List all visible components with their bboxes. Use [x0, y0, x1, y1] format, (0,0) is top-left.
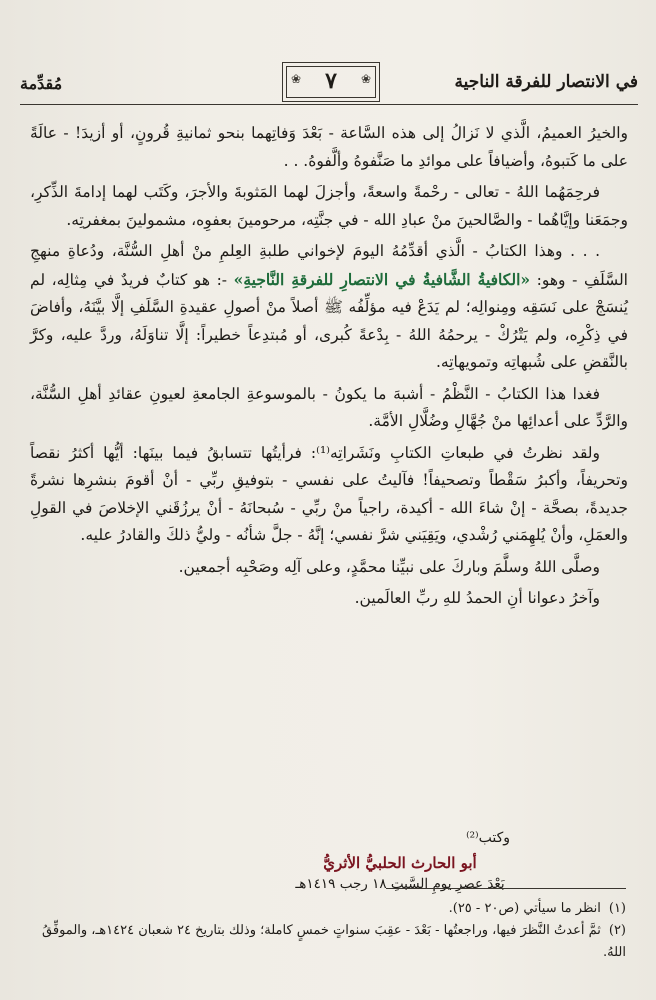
paragraph: وآخرُ دعوانا أنِ الحمدُ للهِ ربِّ العالَمين. — [354, 589, 600, 607]
footnote-rule — [386, 888, 626, 889]
book-title-highlight: «الكافيةُ الشَّافيةُ في الانتصارِ للفرقةِ النَّاجيةِ» — [233, 269, 531, 289]
ornament-icon: ❀ — [360, 72, 371, 86]
author-name: أبو الحارث الحلبيُّ الأثريُّ — [323, 854, 477, 872]
paragraph: فرحِمَهُما اللهُ - تعالى - رحْمةً واسعةً، وأجزلَ لهما المَثوبةَ والأجرَ، وكَتَب لهما إدامةَ الذِّكرِ، وجمَعَنا وإيَّاهُما - والصَّالحينَ منْ عبادِ الله - في جنَّتِه، مرحومينَ بعفوِه، مشمولينَ بمغفرتِه. — [30, 183, 628, 229]
page-number-frame — [282, 62, 380, 102]
paragraph-text: . . . وهذا الكتابُ - الَّذي أقدِّمُهُ اليومَ لإخواني طلبةِ العِلمِ منْ أهلِ السُّنَّة، ودُعاةِ منهجِ السَّلَفِ - وهو: — [30, 242, 628, 289]
footnote-text: ثمَّ أعدتُ النَّظرَ فيها، وراجعتُها - بَعْدَ - عقِبَ سنواتٍ خمسٍ كاملة؛ وذلك بتاريخ ٢٤ شعبان ١٤٢٤هـ، والموفِّقُ اللهُ. — [42, 923, 626, 960]
signature-wrote: وكتب⁽²⁾ — [466, 830, 510, 846]
paragraph — [30, 238, 628, 377]
paragraph: ولقد نظرتُ في طبعاتِ الكتابِ ونَشَراتِه⁽¹⁾: فرأيتُها تتسابقُ فيما بينَها: أيُّها أكثرُ نقصاً وتحريفاً، وأكبرُ سَقْطاً وتصحيفاً! فآليتُ على نفسي - بتوفيقِ ربِّي - أنْ أقومَ بنشرِها نشرةً جديدةً، بصحَّة - إنْ شاءَ الله - أكيدة، راجياً منْ ربِّي - سُبحانَهُ - أنْ يرزُقَني الإخلاصَ في القولِ والعمَلِ، وأنْ يُلهِمَني رُشْدي، ويَقِيَني شرَّ نفسي؛ إنَّهُ - جلَّ شأنُه - وليُّ ذلكَ والقادرُ عليه. — [30, 443, 628, 544]
signature-block — [270, 830, 530, 892]
footnote — [40, 920, 626, 964]
header-rule — [20, 104, 638, 105]
page-header — [20, 60, 638, 104]
paragraph: والخيرُ العميمُ، الَّذي لا نَزالُ إلى هذه السَّاعة - بَعْدَ وَفاتِهما بنحو ثمانيةِ قُرونٍ، أو أزيدَ! - عالَةً على ما كَتبوهُ، وأضيافاً على موائدِ ما صَنَّفوهُ وألَّفوهُ. . . — [30, 124, 628, 170]
running-title: في الانتصار للفرقة الناجية — [454, 72, 638, 92]
page-number: ٧ — [325, 68, 337, 94]
footnote — [40, 898, 626, 920]
signature-date: بَعْدَ عصرِ يومِ السَّبتِ ١٨ رجب ١٤١٩هـ — [295, 876, 505, 892]
footnote-number: (٢) — [608, 923, 626, 938]
footnote-number: (١) — [608, 901, 626, 916]
paragraph-text: -: هو كتابٌ فريدٌ في مِثالِه، لم يُنسَجْ على نَسَقِه ومِنوالِه؛ لم يَدَعْ فيه مؤلِّفُه ﷺ أصلاً منْ أصولِ عقيدةِ السَّلَفِ إلَّا بيَّنَهُ، وأفاضَ في ذِكْرِه، ولم يَتْرُكْ - يرحمُهُ اللهُ - بِدْعةً كُبرى، أو مُبتدِعاً خطيراً: إلَّا تناوَلَهُ، وردَّ عليه، وكرَّ بالنَّقضِ على شُبهاتِه وتمويهاتِه. — [30, 270, 628, 371]
paragraph: فغدا هذا الكتابُ - النَّظْمُ - أشبهَ ما يكونُ - بالموسوعةِ الجامعةِ لعيونِ عقائدِ أهلِ السُّنَّة، والرَّدِّ على أعدائِها منْ جُهَّالِ وضُلَّالِ الأمَّة. — [30, 384, 628, 430]
paragraph: وصلَّى اللهُ وسلَّمَ وباركَ على نبيِّنا محمَّدٍ، وعلى آلِه وصَحْبِه أجمعين. — [178, 557, 600, 576]
footnote-text: انظر ما سيأتي (ص٢٠ - ٢٥). — [448, 901, 601, 916]
section-title: مُقدِّمة — [20, 74, 63, 93]
ornament-icon: ❀ — [291, 72, 302, 86]
body-text — [30, 120, 628, 617]
footnotes — [40, 898, 626, 964]
